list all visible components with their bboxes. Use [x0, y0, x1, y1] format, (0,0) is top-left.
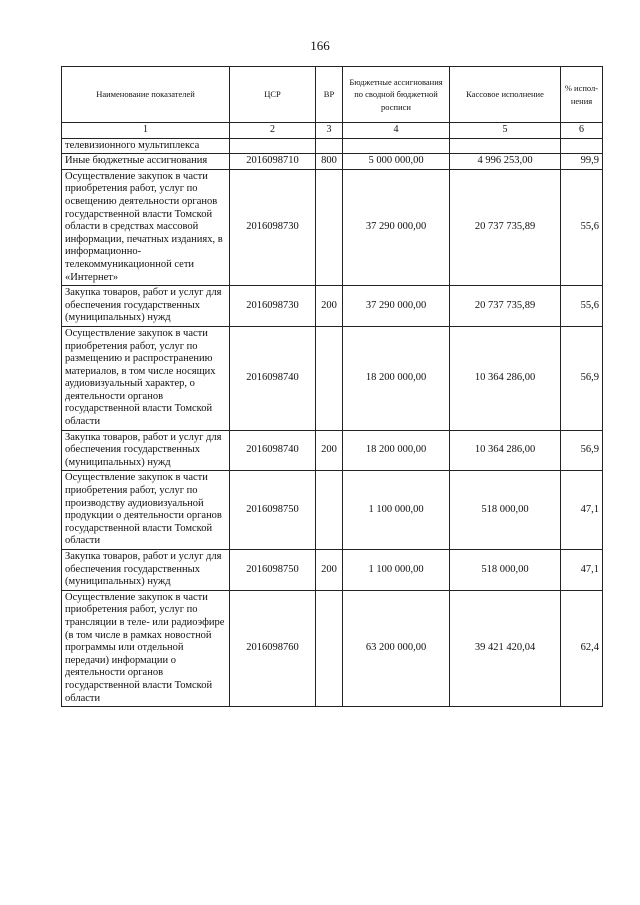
row-name: Закупка товаров, работ и услуг для обеспечения государственных (муниципальных) нужд — [62, 286, 230, 327]
row-execution: 10 364 286,00 — [450, 326, 561, 430]
table-row — [62, 154, 603, 170]
table-row — [62, 326, 603, 430]
table-header — [62, 67, 603, 123]
row-percent: 62,4 — [561, 590, 603, 706]
row-allocations: 37 290 000,00 — [343, 286, 450, 327]
header-execution: Кассовое исполнение — [450, 67, 561, 123]
row-percent — [561, 138, 603, 154]
header-name: Наименование показателей — [62, 67, 230, 123]
header-percent: % испол-нения — [561, 67, 603, 123]
column-number: 1 — [62, 123, 230, 139]
table-row — [62, 590, 603, 706]
row-allocations: 1 100 000,00 — [343, 471, 450, 550]
row-vr: 200 — [316, 550, 343, 591]
row-execution: 4 996 253,00 — [450, 154, 561, 170]
row-percent: 56,9 — [561, 326, 603, 430]
row-vr — [316, 138, 343, 154]
row-vr: 800 — [316, 154, 343, 170]
header-csr: ЦСР — [230, 67, 316, 123]
row-percent: 56,9 — [561, 430, 603, 471]
row-execution: 20 737 735,89 — [450, 169, 561, 285]
row-name: Закупка товаров, работ и услуг для обеспечения государственных (муниципальных) нужд — [62, 430, 230, 471]
row-execution: 518 000,00 — [450, 471, 561, 550]
row-execution: 10 364 286,00 — [450, 430, 561, 471]
row-vr — [316, 326, 343, 430]
row-csr: 2016098760 — [230, 590, 316, 706]
row-vr — [316, 590, 343, 706]
row-percent: 47,1 — [561, 471, 603, 550]
table-row — [62, 138, 603, 154]
row-csr — [230, 138, 316, 154]
row-execution — [450, 138, 561, 154]
row-percent: 55,6 — [561, 169, 603, 285]
row-percent: 99,9 — [561, 154, 603, 170]
row-execution: 20 737 735,89 — [450, 286, 561, 327]
row-execution: 39 421 420,04 — [450, 590, 561, 706]
column-number: 6 — [561, 123, 603, 139]
page-number: 166 — [310, 38, 330, 53]
row-name: Закупка товаров, работ и услуг для обеспечения государственных (муниципальных) нужд — [62, 550, 230, 591]
row-vr — [316, 169, 343, 285]
row-csr: 2016098740 — [230, 430, 316, 471]
header-vr: ВР — [316, 67, 343, 123]
column-number: 4 — [343, 123, 450, 139]
row-allocations — [343, 138, 450, 154]
row-csr: 2016098750 — [230, 471, 316, 550]
table-row — [62, 550, 603, 591]
row-csr: 2016098750 — [230, 550, 316, 591]
row-vr — [316, 471, 343, 550]
table-row — [62, 286, 603, 327]
row-name: Осуществление закупок в части приобретения работ, услуг по освещению деятельности органов государственной власти Томской области в средствах массовой информации, печатных изданиях, в информационно-телекоммуникационной сети «Интернет» — [62, 169, 230, 285]
row-name: Иные бюджетные ассигнования — [62, 154, 230, 170]
row-allocations: 18 200 000,00 — [343, 326, 450, 430]
row-percent: 55,6 — [561, 286, 603, 327]
row-allocations: 18 200 000,00 — [343, 430, 450, 471]
row-name: Осуществление закупок в части приобретения работ, услуг по размещению и распространению материалов, в том числе носящих аудиовизуальный характер, о деятельности органов государственной власти Томской области — [62, 326, 230, 430]
column-number-row — [62, 123, 603, 139]
header-allocations: Бюджетные ассигнования по сводной бюджетной росписи — [343, 67, 450, 123]
row-vr: 200 — [316, 430, 343, 471]
row-name: Осуществление закупок в части приобретения работ, услуг по трансляции в теле- или радиоэфире (в том числе в рамках новостной программы или отдельной передачи) информации о деятельности органов государственной власти Томской области — [62, 590, 230, 706]
row-allocations: 5 000 000,00 — [343, 154, 450, 170]
table-body — [62, 138, 603, 707]
row-execution: 518 000,00 — [450, 550, 561, 591]
column-number: 2 — [230, 123, 316, 139]
table-row — [62, 169, 603, 285]
row-csr: 2016098730 — [230, 169, 316, 285]
row-allocations: 63 200 000,00 — [343, 590, 450, 706]
row-name: Осуществление закупок в части приобретения работ, услуг по производству аудиовизуальной продукции о деятельности органов государственной власти Томской области — [62, 471, 230, 550]
row-name: телевизионного мультиплекса — [62, 138, 230, 154]
row-csr: 2016098730 — [230, 286, 316, 327]
row-allocations: 1 100 000,00 — [343, 550, 450, 591]
column-number: 3 — [316, 123, 343, 139]
row-percent: 47,1 — [561, 550, 603, 591]
row-csr: 2016098740 — [230, 326, 316, 430]
row-csr: 2016098710 — [230, 154, 316, 170]
budget-table — [61, 66, 603, 707]
row-vr: 200 — [316, 286, 343, 327]
row-allocations: 37 290 000,00 — [343, 169, 450, 285]
table-row — [62, 471, 603, 550]
table-row — [62, 430, 603, 471]
column-number: 5 — [450, 123, 561, 139]
